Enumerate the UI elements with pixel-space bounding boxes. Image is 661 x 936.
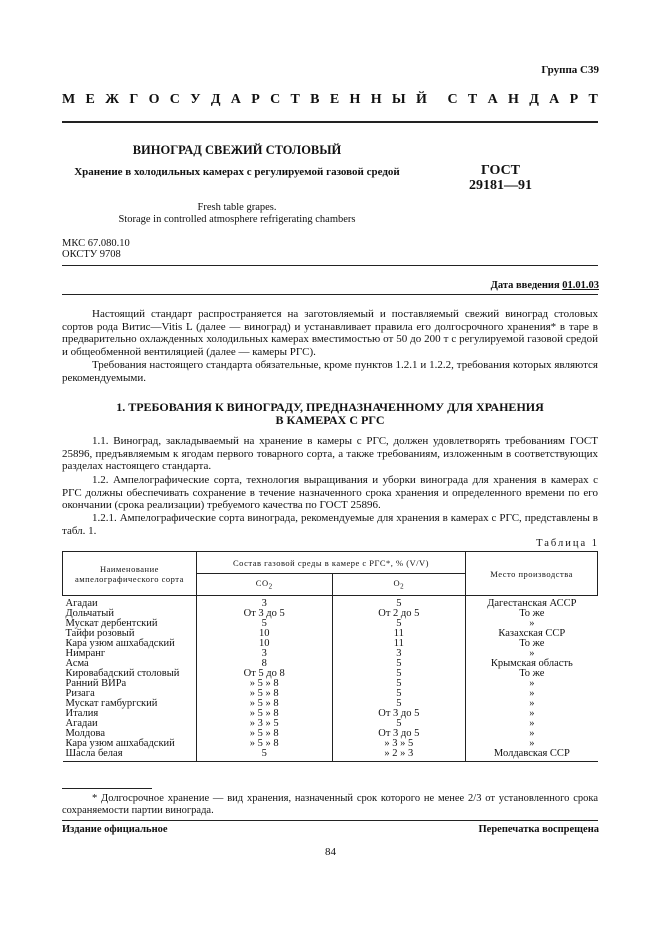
cell-co2: » 5 » 8 <box>196 739 332 749</box>
gost-designation <box>438 163 563 193</box>
banner-letter: М <box>62 92 76 107</box>
clause-1-2-1: 1.2.1. Ампелографические сорта винограда, рекомендуемые для хранения в камерах с РГС, представлены в табл. 1. <box>62 512 598 537</box>
section-1-heading-line2: В КАМЕРАХ С РГС <box>275 413 385 427</box>
banner-letter: Д <box>210 92 221 107</box>
table-row <box>63 669 598 679</box>
banner-letter: В <box>310 92 320 107</box>
section-1-heading <box>62 401 598 427</box>
cell-co2: » 5 » 8 <box>196 699 332 709</box>
footnote: * Долгосрочное хранение — вид хранения, назначенный срок которого не менее 2/3 от установленного срока сохраняемости партии винограда. <box>62 793 598 816</box>
banner-letter: Е <box>85 92 95 107</box>
cell-o2: 5 <box>332 679 466 689</box>
interstate-standard-banner <box>62 92 598 108</box>
footnote-rule <box>62 788 152 789</box>
cell-place: Крымская область <box>466 659 598 669</box>
cell-co2: » 5 » 8 <box>196 709 332 719</box>
cell-variety: Ризага <box>65 688 95 699</box>
document-title: ВИНОГРАД СВЕЖИЙ СТОЛОВЫЙ <box>132 143 342 157</box>
table-row <box>63 749 598 762</box>
effective-date-label: Дата введения <box>490 280 560 291</box>
banner-letter: Т <box>588 92 598 107</box>
banner-letter: Р <box>251 92 260 107</box>
banner-letter: Е <box>329 92 340 107</box>
cell-variety: Агадаи <box>65 598 98 609</box>
reprint-prohibited-note: Перепечатка воспрещена <box>478 824 599 835</box>
cell-place: » <box>466 709 598 719</box>
cell-o2: 5 <box>332 659 466 669</box>
table-row <box>63 639 598 649</box>
cell-co2: 5 <box>196 619 332 629</box>
cell-o2: 11 <box>332 629 466 639</box>
cell-variety: Кара узюм ашхабадский <box>65 638 175 649</box>
cell-co2: От 5 до 8 <box>196 669 332 679</box>
cell-place: » <box>466 679 598 689</box>
footer-rule <box>62 820 598 821</box>
clause-1-2: 1.2. Ампелографические сорта, технология выращивания и уборки винограда для хранения в камерах с РГС должны обеспечивать сохранение в течение назначенного срока хранения и определенного времени по его окончании (срока реализации) требуемого качества по ГОСТ 25896. <box>62 474 598 512</box>
cell-place: То же <box>466 609 598 619</box>
col-header-place: Место производства <box>466 552 598 596</box>
table-row <box>63 596 598 610</box>
cell-co2: » 5 » 8 <box>196 689 332 699</box>
cell-place: Казахская ССР <box>466 629 598 639</box>
gost-label: ГОСТ <box>480 163 521 178</box>
requirements-paragraph: Требования настоящего стандарта обязательные, кроме пунктов 1.2.1 и 1.2.2, требования которых являются рекомендуемыми. <box>62 359 598 384</box>
english-title-line2: Storage in controlled atmosphere refrigerating chambers <box>118 214 356 225</box>
effective-date <box>491 280 599 291</box>
intro-paragraph: Настоящий стандарт распространяется на заготовляемый и поставляемый свежий виноград столовых сортов рода Витис—Vitis L (далее — виноград) и устанавливает правила его долгосрочного хранения* в таре в предварительно охлажденных холодильных камерах вместимостью от 50 до 200 т с регулируемой газовой средой и общеобменной вентиляцией (далее — камеры РГС). <box>62 308 598 358</box>
effective-date-value: 01.01.03 <box>562 280 599 291</box>
mks-code: МКС 67.080.10 <box>62 238 130 249</box>
cell-o2: » 3 » 5 <box>332 739 466 749</box>
official-edition-note: Издание официальное <box>62 824 168 835</box>
cell-o2: От 2 до 5 <box>332 609 466 619</box>
cell-co2: 8 <box>196 659 332 669</box>
banner-letter: А <box>487 92 498 107</box>
cell-o2: 5 <box>332 619 466 629</box>
cell-variety: Италия <box>65 708 99 719</box>
table-row <box>63 719 598 729</box>
cell-o2: 5 <box>332 699 466 709</box>
header-rule <box>62 121 598 123</box>
cell-co2: 3 <box>196 596 332 610</box>
cell-o2: От 3 до 5 <box>332 729 466 739</box>
col-header-o2: $O_2$ <box>332 574 466 596</box>
col-header-variety: Наименование ампелографического сорта <box>63 552 197 596</box>
cell-variety: Асма <box>65 658 89 669</box>
cell-place: » <box>466 689 598 699</box>
cell-o2: 5 <box>332 669 466 679</box>
cell-co2: » 3 » 5 <box>196 719 332 729</box>
table-row <box>63 679 598 689</box>
gost-number: 29181—91 <box>469 178 532 193</box>
section-1-heading-line1: 1. ТРЕБОВАНИЯ К ВИНОГРАДУ, ПРЕДНАЗНАЧЕННОМУ ДЛЯ ХРАНЕНИЯ <box>116 400 544 414</box>
cell-co2: От 3 до 5 <box>196 609 332 619</box>
cell-place: » <box>466 719 598 729</box>
banner-letter: Д <box>529 92 539 107</box>
col-header-gas: Состав газовой среды в камере с РГС*, % (V/V) <box>196 552 465 574</box>
banner-letter: О <box>148 92 160 107</box>
banner-letter: Ж <box>105 92 120 107</box>
cell-co2: 5 <box>196 749 332 762</box>
banner-letter: Г <box>129 92 139 107</box>
table-caption: Таблица 1 <box>536 538 599 549</box>
cell-variety: Кировабадский столовый <box>65 668 180 679</box>
cell-variety: Ранний ВИРа <box>65 678 127 689</box>
cell-o2: 3 <box>332 649 466 659</box>
banner-letter: Й <box>415 92 427 107</box>
cell-place: Молдавская ССР <box>466 749 598 762</box>
banner-letter: Ы <box>391 92 406 107</box>
banner-letter: Т <box>467 92 478 107</box>
cell-variety: Мускат гамбургский <box>65 698 158 709</box>
page-number: 84 <box>325 846 336 858</box>
table-row <box>63 699 598 709</box>
cell-variety: Дольчатый <box>65 608 114 619</box>
cell-place: » <box>466 729 598 739</box>
cell-o2: От 3 до 5 <box>332 709 466 719</box>
cell-variety: Агадаи <box>65 718 98 729</box>
banner-letter: У <box>190 92 201 107</box>
cell-co2: 10 <box>196 629 332 639</box>
cell-co2: » 5 » 8 <box>196 729 332 739</box>
codes-rule <box>62 265 598 266</box>
cell-variety: Шасла белая <box>63 749 197 762</box>
banner-letter: Н <box>370 92 382 107</box>
cell-variety: Молдова <box>65 728 105 739</box>
okstu-code: ОКСТУ 9708 <box>62 249 121 260</box>
cell-place: То же <box>466 639 598 649</box>
cell-co2: » 5 » 8 <box>196 679 332 689</box>
cell-place: » <box>466 649 598 659</box>
cell-place: » <box>466 619 598 629</box>
banner-letter: С <box>447 92 458 107</box>
cell-o2: 5 <box>332 689 466 699</box>
cell-variety: Нимранг <box>65 648 106 659</box>
english-title-line1: Fresh table grapes. <box>197 202 277 213</box>
banner-letter: А <box>230 92 241 107</box>
banner-letter: А <box>549 92 560 107</box>
banner-letter: Н <box>508 92 519 107</box>
clause-1-1: 1.1. Виноград, закладываемый на хранение в камеры с РГС, должен удовлетворять требованиям ГОСТ 25896, предъявляемым к ягодам первого товарного сорта, а также требованиям, изложенным в соответствующих разделах настоящего стандарта. <box>62 435 598 473</box>
cell-place: » <box>466 699 598 709</box>
banner-letter: С <box>169 92 180 107</box>
cell-place: То же <box>466 669 598 679</box>
classification-codes <box>62 238 130 260</box>
cell-variety: Кара узюм ашхабадский <box>65 738 175 749</box>
group-code: Группа С39 <box>541 64 599 76</box>
cell-o2: » 2 » 3 <box>332 749 466 762</box>
banner-letter: Т <box>290 92 300 107</box>
banner-letter: С <box>270 92 281 107</box>
date-rule <box>62 294 598 295</box>
cell-o2: 11 <box>332 639 466 649</box>
english-title <box>62 202 412 226</box>
grape-varieties-table <box>62 551 598 762</box>
cell-place: » <box>466 739 598 749</box>
col-header-co2: $CO_2$ <box>196 574 332 596</box>
cell-o2: 5 <box>332 719 466 729</box>
cell-co2: 3 <box>196 649 332 659</box>
document-subtitle: Хранение в холодильных камерах с регулируемой газовой средой <box>74 166 400 178</box>
table-row <box>63 709 598 719</box>
banner-letter: Р <box>569 92 579 107</box>
cell-variety: Мускат дербентский <box>65 618 158 629</box>
banner-letter: Н <box>349 92 361 107</box>
cell-o2: 5 <box>332 596 466 610</box>
cell-variety: Тайфи розовый <box>65 628 135 639</box>
cell-co2: 10 <box>196 639 332 649</box>
cell-place: Дагестанская АССР <box>466 596 598 610</box>
